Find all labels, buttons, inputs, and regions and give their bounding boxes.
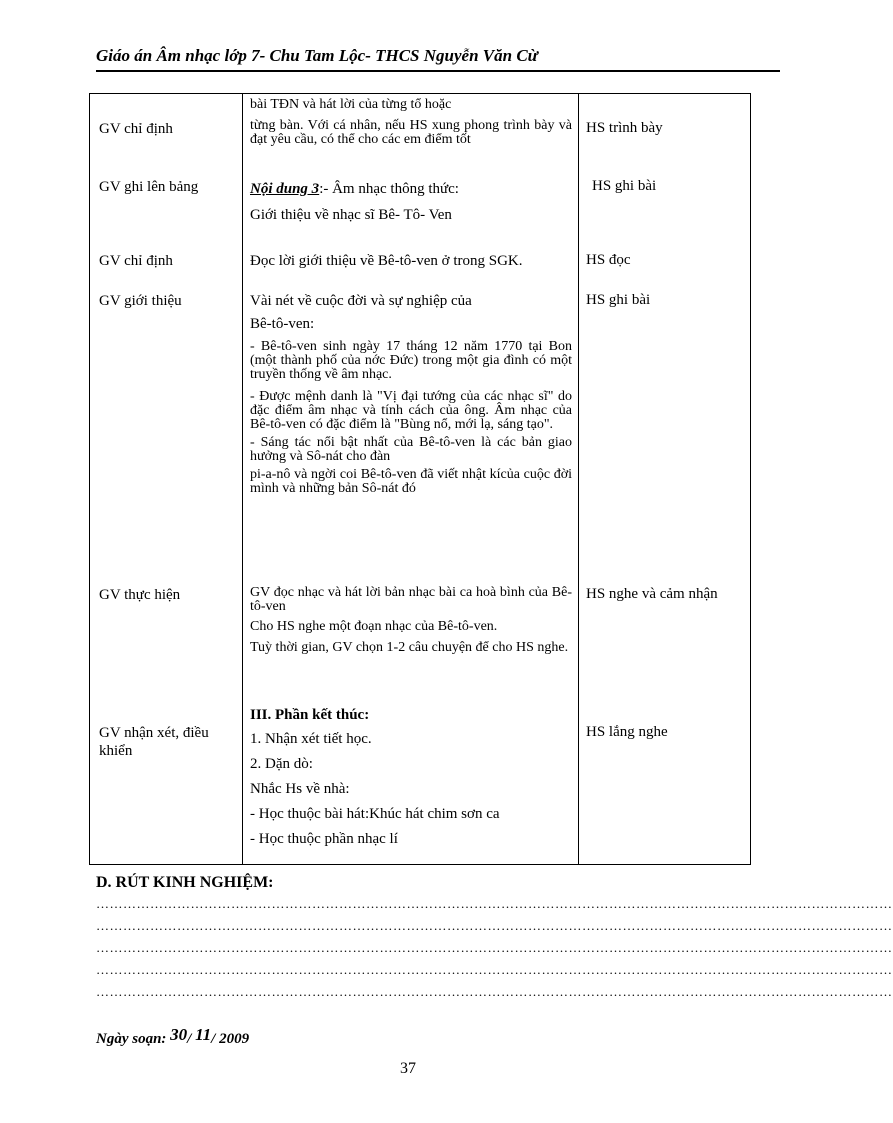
teacher-activity: GV chỉ định	[99, 121, 173, 137]
table-row	[90, 246, 750, 288]
teacher-activity-cell	[90, 172, 242, 246]
student-activity-cell	[578, 94, 750, 172]
content-line: Đọc lời giới thiệu về Bê-tô-ven ở trong SGK.	[250, 253, 523, 269]
student-activity: HS ghi bài	[586, 292, 651, 308]
content-line: 2. Dặn dò:	[250, 756, 313, 772]
content-line: - Sáng tác nổi bật nhất của Bê-tô-ven là các bản giao hưởng và Sô-nát cho đàn	[250, 435, 572, 464]
table-row	[90, 704, 750, 864]
teacher-activity-cell	[90, 94, 242, 172]
content-line: GV đọc nhạc và hát lời bản nhạc bài ca hoà bình của Bê-tô-ven	[250, 585, 572, 614]
dotted-line: ……………………………………………………………………………………………………………………………………………………………	[96, 984, 893, 999]
student-activity-cell	[578, 704, 750, 864]
table-row	[90, 288, 750, 584]
student-activity-cell	[578, 288, 750, 584]
date-label: Ngày soạn:	[96, 1031, 167, 1047]
teacher-activity: GV nhận xét, điều khiển	[99, 725, 209, 759]
content-line: Bê-tô-ven:	[250, 316, 315, 332]
content-line: - Được mệnh danh là "Vị đại tướng của các nhạc sĩ" do đặc điểm âm nhạc và tính cách của ông. Âm nhạc của Bê-tô-ven có đặc điểm là "Bùng nổ, mới lạ, sáng tạo".	[250, 389, 572, 432]
table-row	[90, 94, 750, 172]
content-line: - Bê-tô-ven sinh ngày 17 tháng 12 năm 1770 tại Bon (một thành phố của nớc Đức) trong một gia đình có một truyền thống về âm nhạc.	[250, 339, 572, 382]
content-cell	[242, 288, 578, 584]
content-cell	[242, 172, 578, 246]
content-line: Giới thiệu về nhạc sĩ Bê- Tô- Ven	[250, 207, 452, 223]
teacher-activity: GV ghi lên bảng	[99, 179, 199, 195]
content-line: Vài nét về cuộc đời và sự nghiệp của	[250, 293, 472, 309]
content-line: Tuỳ thời gian, GV chọn 1-2 câu chuyện để cho HS nghe.	[250, 640, 569, 655]
content-line: - Học thuộc phần nhạc lí	[250, 831, 398, 847]
header-rule	[96, 70, 780, 72]
student-activity-cell	[578, 172, 750, 246]
content-line: bài TĐN và hát lời của từng tổ hoặc	[250, 97, 452, 112]
content-line: Nhắc Hs về nhà:	[250, 781, 350, 797]
teacher-activity-cell	[90, 288, 242, 584]
column-divider	[242, 94, 243, 864]
student-activity-cell	[578, 246, 750, 288]
lesson-table	[89, 93, 751, 865]
student-activity: HS đọc	[586, 252, 631, 268]
page-header-title: Giáo án Âm nhạc lớp 7- Chu Tam Lộc- THCS Nguyễn Văn Cừ	[96, 46, 538, 65]
dotted-line: ……………………………………………………………………………………………………………………………………………………………	[96, 918, 893, 933]
student-activity: HS nghe và cảm nhận	[586, 586, 718, 602]
teacher-activity: GV thực hiện	[99, 587, 181, 603]
teacher-activity-cell	[90, 246, 242, 288]
student-activity: HS ghi bài	[592, 178, 657, 194]
student-activity: HS trình bày	[586, 120, 663, 136]
student-activity: HS lắng nghe	[586, 724, 668, 740]
dotted-line: ……………………………………………………………………………………………………………………………………………………………	[96, 896, 893, 911]
column-divider	[578, 94, 579, 864]
date-year: / 2009	[211, 1031, 250, 1047]
content-line: từng bàn. Với cá nhân, nếu HS xung phong trình bày và đạt yêu cầu, có thể cho các em điểm tốt	[250, 118, 572, 147]
content-cell	[242, 704, 578, 864]
content-line: 1. Nhận xét tiết học.	[250, 731, 372, 747]
date-day: 30	[170, 1025, 188, 1044]
teacher-activity-cell	[90, 584, 242, 704]
dotted-line: ……………………………………………………………………………………………………………………………………………………………	[96, 962, 893, 977]
teacher-activity-cell	[90, 704, 242, 864]
table-row	[90, 584, 750, 704]
content-line: pi-a-nô và ngời coi Bê-tô-ven đã viết nhật kícủa cuộc đời mình và những bản Sô-nát đó	[250, 467, 572, 496]
teacher-activity: GV chỉ định	[99, 253, 173, 269]
preparation-date: Ngày soạn: 30/ 11/ 2009	[96, 1025, 250, 1047]
student-activity-cell	[578, 584, 750, 704]
content-cell	[242, 246, 578, 288]
teacher-activity: GV giới thiệu	[99, 293, 182, 309]
content-heading: III. Phần kết thúc:	[250, 707, 370, 723]
content-line: - Học thuộc bài hát:Khúc hát chim sơn ca	[250, 806, 500, 822]
page-number: 37	[400, 1060, 416, 1077]
content-cell	[242, 584, 578, 704]
experience-heading: D. RÚT KINH NGHIỆM:	[96, 874, 274, 891]
content-text: :- Âm nhạc thông thức:	[319, 181, 459, 197]
date-month: 11	[195, 1025, 212, 1044]
content-line: Cho HS nghe một đoạn nhạc của Bê-tô-ven.	[250, 619, 498, 634]
content-label: Nội dung 3	[250, 181, 320, 197]
dotted-line: ……………………………………………………………………………………………………………………………………………………………	[96, 940, 893, 955]
table-row	[90, 172, 750, 246]
content-cell	[242, 94, 578, 172]
content-line	[250, 180, 572, 198]
